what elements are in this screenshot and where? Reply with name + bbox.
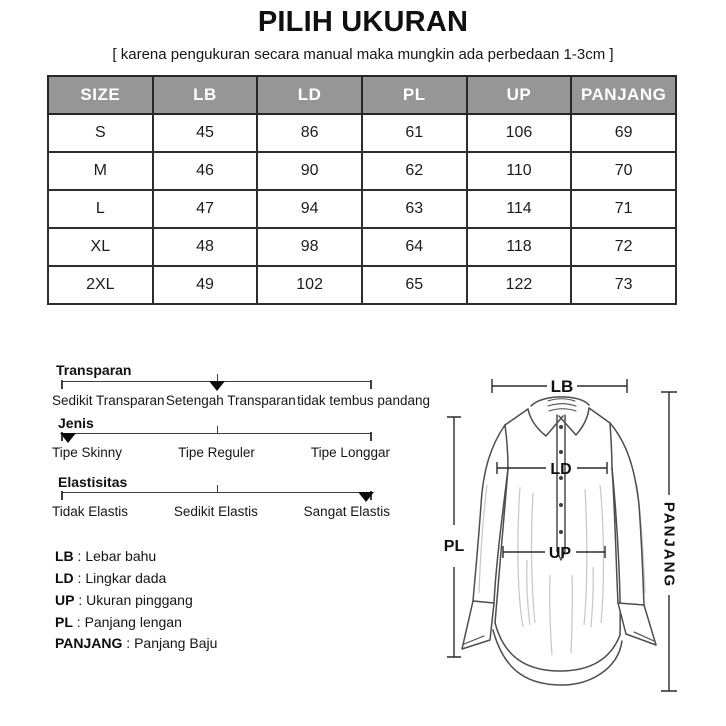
table-cell: 48 xyxy=(153,228,258,266)
table-cell: 61 xyxy=(362,114,467,152)
shirt-buttons xyxy=(559,425,563,534)
size-cell: 2XL xyxy=(48,266,153,304)
scale-mid-tick xyxy=(217,374,218,381)
scale-label: tidak tembus pandang xyxy=(297,393,430,408)
table-cell: 65 xyxy=(362,266,467,304)
scale-line-jenis xyxy=(61,433,372,434)
legend-abbr: LD xyxy=(55,570,74,586)
page-subtitle: [ karena pengukuran secara manual maka mungkin ada perbedaan 1-3cm ] xyxy=(112,46,614,63)
legend-abbr: LB xyxy=(55,548,74,564)
table-row-xl xyxy=(48,228,676,266)
table-cell: 63 xyxy=(362,190,467,228)
ld-measure-label: LD xyxy=(550,461,572,478)
legend-desc: Lebar bahu xyxy=(85,548,157,564)
size-table xyxy=(47,75,677,305)
legend-separator: : xyxy=(74,592,87,608)
scale-line-elastisitas xyxy=(61,492,372,493)
table-cell: 72 xyxy=(571,228,676,266)
table-cell: 110 xyxy=(467,152,572,190)
column-header-pl: PL xyxy=(362,76,467,114)
table-cell: 49 xyxy=(153,266,258,304)
legend-item-up xyxy=(55,592,193,608)
legend-separator: : xyxy=(73,548,86,564)
table-cell: 46 xyxy=(153,152,258,190)
scale-line-transparan xyxy=(61,381,372,382)
table-row-s xyxy=(48,114,676,152)
scale-end-tick xyxy=(370,380,372,389)
scale-label: Tidak Elastis xyxy=(52,504,129,519)
size-cell: S xyxy=(48,114,153,152)
legend-desc: Panjang lengan xyxy=(84,614,182,630)
table-cell: 69 xyxy=(571,114,676,152)
lb-measure-label: LB xyxy=(550,377,574,396)
scale-label: Tipe Skinny xyxy=(52,445,123,460)
column-header-ld: LD xyxy=(257,76,362,114)
table-cell: 98 xyxy=(257,228,362,266)
legend-desc: Panjang Baju xyxy=(134,635,218,651)
legend-item-lb xyxy=(55,548,156,564)
legend-separator: : xyxy=(73,570,86,586)
table-cell: 45 xyxy=(153,114,258,152)
table-row-l xyxy=(48,190,676,228)
table-cell: 64 xyxy=(362,228,467,266)
legend-abbr: PANJANG xyxy=(55,635,123,651)
scale-labels-elastisitas xyxy=(52,504,390,519)
table-cell: 102 xyxy=(257,266,362,304)
scale-title-elastisitas: Elastisitas xyxy=(58,474,128,490)
size-cell: M xyxy=(48,152,153,190)
table-cell: 122 xyxy=(467,266,572,304)
table-cell: 90 xyxy=(257,152,362,190)
scale-labels-jenis xyxy=(52,445,390,460)
table-cell: 106 xyxy=(467,114,572,152)
page-title: PILIH UKURAN xyxy=(257,6,469,38)
column-header-size: SIZE xyxy=(48,76,153,114)
column-header-lb: LB xyxy=(153,76,258,114)
legend-item-panjang xyxy=(55,635,217,651)
legend-separator: : xyxy=(122,635,135,651)
table-cell: 71 xyxy=(571,190,676,228)
legend-desc: Lingkar dada xyxy=(85,570,167,586)
table-cell: 94 xyxy=(257,190,362,228)
scale-end-tick xyxy=(61,491,63,500)
table-cell: 73 xyxy=(571,266,676,304)
scale-label: Sedikit Transparan xyxy=(52,393,165,408)
column-header-panjang: PANJANG xyxy=(571,76,676,114)
table-cell: 118 xyxy=(467,228,572,266)
size-cell: L xyxy=(48,190,153,228)
table-cell: 62 xyxy=(362,152,467,190)
shirt-diagram xyxy=(430,355,726,726)
table-cell: 47 xyxy=(153,190,258,228)
scale-marker-triangle-icon xyxy=(60,433,76,443)
table-cell: 86 xyxy=(257,114,362,152)
scale-label: Sedikit Elastis xyxy=(173,504,258,519)
table-row-m xyxy=(48,152,676,190)
scale-end-tick xyxy=(61,380,63,389)
legend-item-pl xyxy=(55,614,182,630)
legend-abbr: UP xyxy=(55,592,75,608)
scale-label: Tipe Reguler xyxy=(178,445,255,460)
legend-abbr: PL xyxy=(55,614,73,630)
legend-separator: : xyxy=(72,614,85,630)
scale-label: Tipe Longgar xyxy=(310,445,390,460)
scale-title-transparan: Transparan xyxy=(56,362,132,378)
scale-label: Sangat Elastis xyxy=(303,504,390,519)
pl-measure-label: PL xyxy=(443,538,465,555)
size-cell: XL xyxy=(48,228,153,266)
up-measure-label: UP xyxy=(548,545,572,562)
scale-marker-triangle-icon xyxy=(358,492,374,502)
table-cell: 114 xyxy=(467,190,572,228)
legend-desc: Ukuran pinggang xyxy=(86,592,193,608)
scale-marker-triangle-icon xyxy=(209,381,225,391)
legend-item-ld xyxy=(55,570,166,586)
shirt-outline xyxy=(462,397,656,685)
table-row-2xl xyxy=(48,266,676,304)
scale-label: Setengah Transparan xyxy=(165,393,296,408)
scale-mid-tick xyxy=(217,485,218,492)
size-table-header-row xyxy=(48,76,676,114)
panjang-measure-label: PANJANG xyxy=(660,501,678,589)
scale-labels-transparan xyxy=(52,393,430,408)
scale-end-tick xyxy=(370,432,372,441)
column-header-up: UP xyxy=(467,76,572,114)
table-cell: 70 xyxy=(571,152,676,190)
scale-mid-tick xyxy=(217,426,218,433)
scale-title-jenis: Jenis xyxy=(58,415,94,431)
